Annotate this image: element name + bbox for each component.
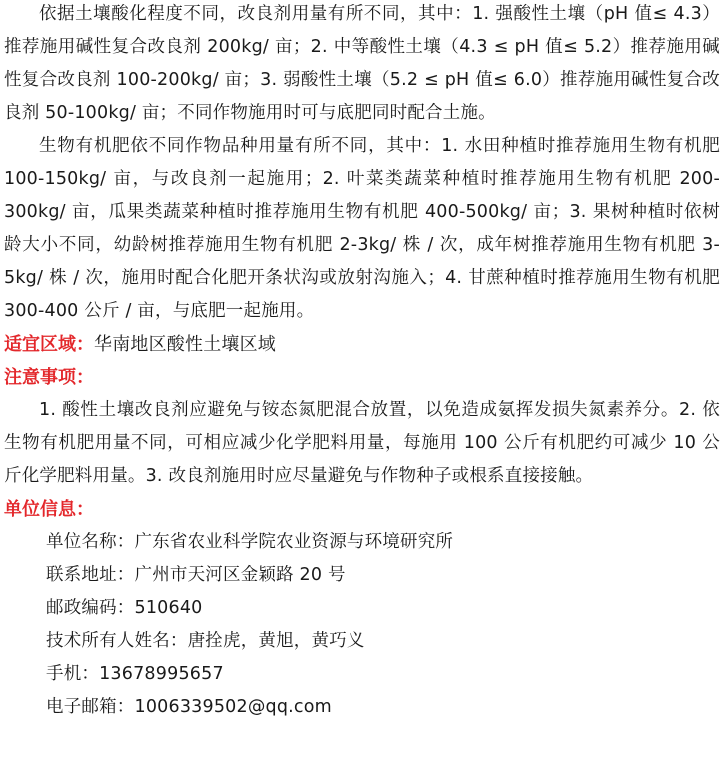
contact-address-line: 联系地址：广州市天河区金颖路 20 号 xyxy=(46,565,346,585)
mobile-line: 手机：13678995657 xyxy=(46,664,224,684)
notes-paragraph: 1. 酸性土壤改良剂应避免与铵态氮肥混合放置，以免造成氨挥发损失氮素养分。2. 依生物有机肥用量不同，可相应减少化学肥料用量，每施用 100 公斤有机肥约可减少 10 公斤化学肥料用量。3. 改良剂施用时应尽量避免与作物种子或根系直接接触。 xyxy=(4,400,720,486)
postal-code-line: 邮政编码：510640 xyxy=(46,598,203,618)
paragraph-soil-amendment-dosage: 依据土壤酸化程度不同，改良剂用量有所不同，其中：1. 强酸性土壤（pH 值≤ 4.3）推荐施用碱性复合改良剂 200kg/ 亩；2. 中等酸性土壤（4.3 ≤ pH 值≤ 5.2）推荐施用碱性复合改良剂 100-200kg/ 亩；3. 弱酸性土壤（5.2 ≤ pH 值≤ 6.0）推荐施用碱性复合改良剂 50-100kg/ 亩；不同作物施用时可与底肥同时配合土施。 xyxy=(4,4,720,123)
suitable-region-value: 华南地区酸性土壤区域 xyxy=(94,334,276,355)
notes-heading: 注意事项： xyxy=(4,367,94,388)
suitable-region-section xyxy=(4,328,720,361)
unit-name-line: 单位名称：广东省农业科学院农业资源与环境研究所 xyxy=(46,532,454,552)
tech-owner-line: 技术所有人姓名：唐拴虎，黄旭，黄巧义 xyxy=(46,631,365,651)
unit-info-heading: 单位信息： xyxy=(4,499,94,520)
document-page xyxy=(4,0,720,724)
suitable-region-label: 适宜区域： xyxy=(4,334,94,355)
paragraph-organic-fertilizer-dosage: 生物有机肥依不同作物品种用量有所不同，其中：1. 水田种植时推荐施用生物有机肥 100-150kg/ 亩，与改良剂一起施用；2. 叶菜类蔬菜种植时推荐施用生物有机肥 200-300kg/ 亩，瓜果类蔬菜种植时推荐施用生物有机肥 400-500kg/ 亩；3. 果树种植时依树龄大小不同，幼龄树推荐施用生物有机肥 2-3kg/ 株 / 次，成年树推荐施用生物有机肥 3-5kg/ 株 / 次，施用时配合化肥开条状沟或放射沟施入；4. 甘蔗种植时推荐施用生物有机肥 300-400 公斤 / 亩，与底肥一起施用。 xyxy=(4,136,720,321)
email-line: 电子邮箱：1006339502@qq.com xyxy=(46,697,332,717)
